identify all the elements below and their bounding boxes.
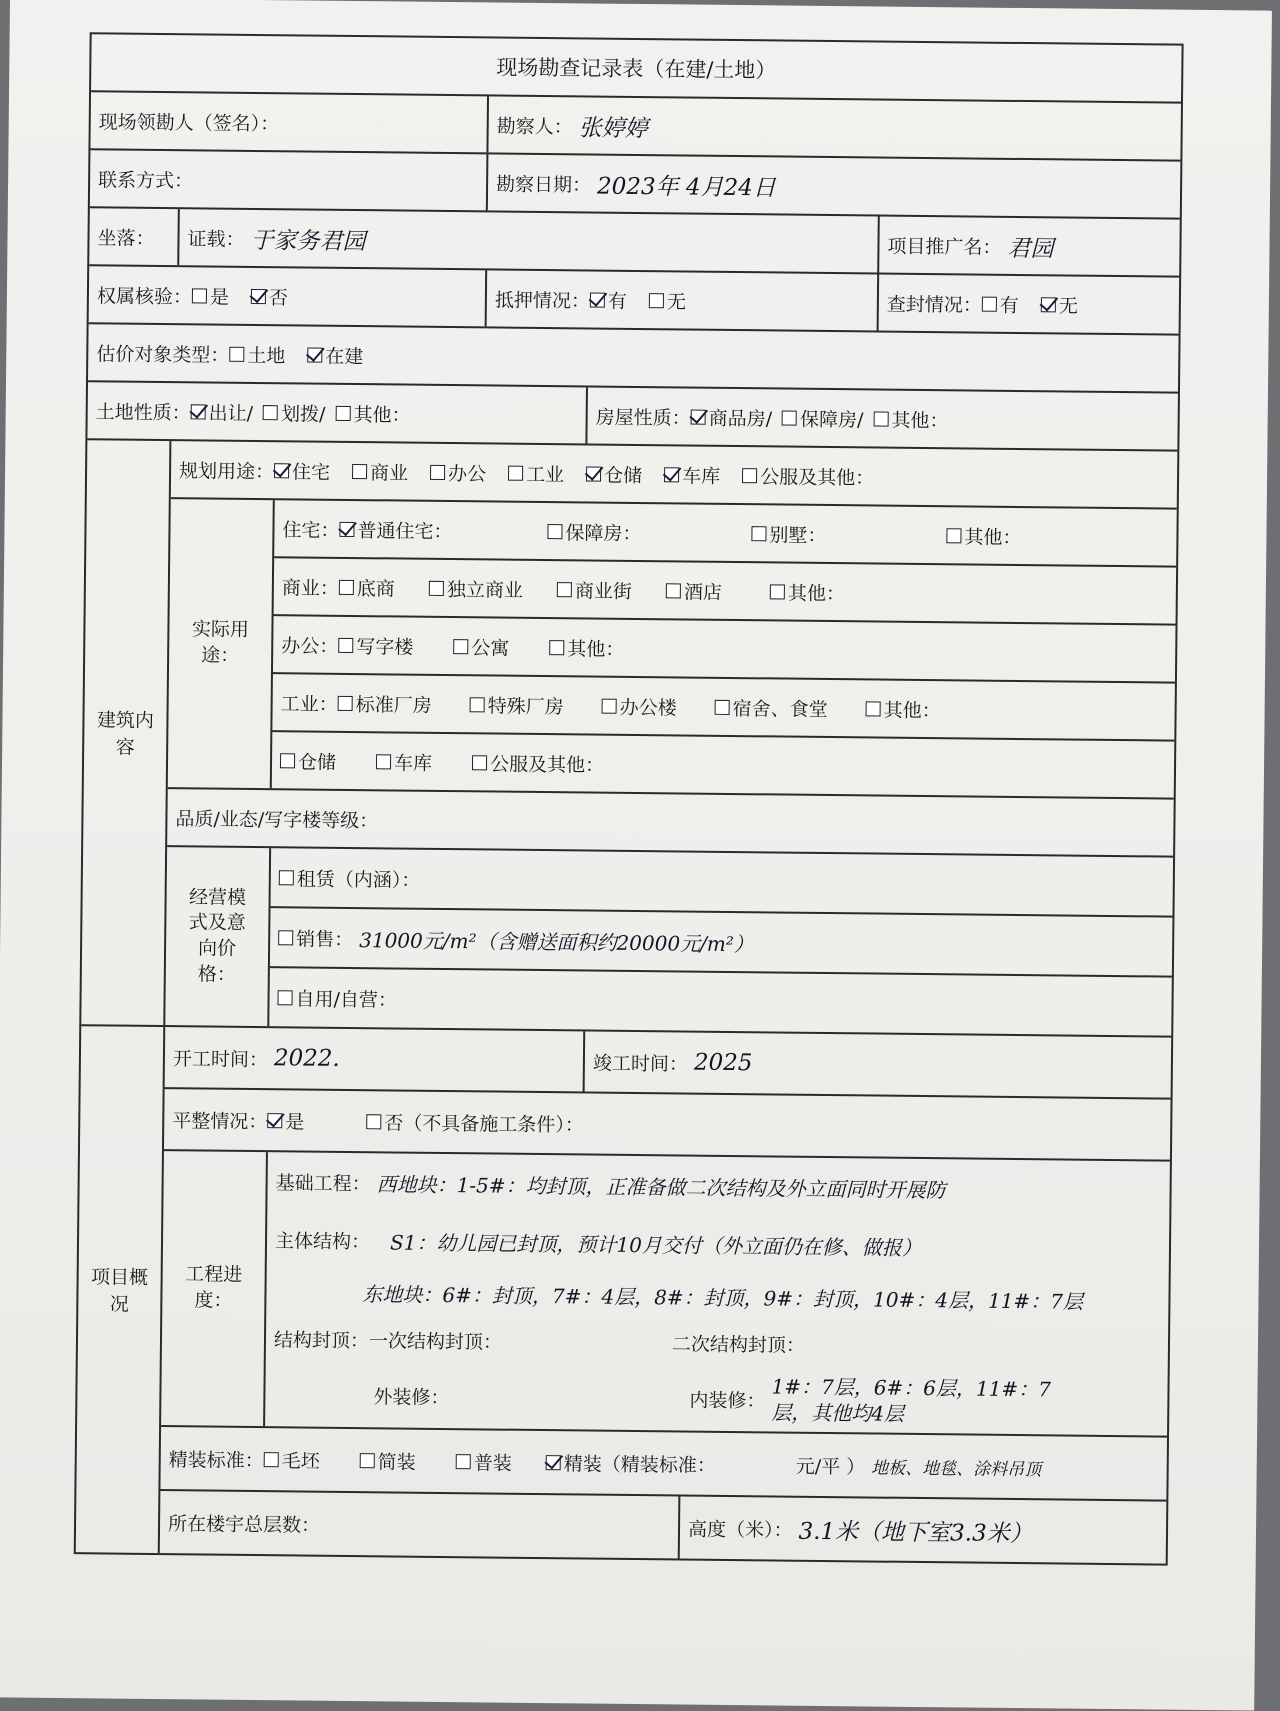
checkbox-icon[interactable] <box>338 695 353 710</box>
checkbox-icon[interactable] <box>456 1454 471 1469</box>
mortgage-no-option[interactable]: 无 <box>649 287 686 314</box>
industrial-other-option[interactable]: 其他： <box>866 695 941 723</box>
leveling-yes-option[interactable]: 是 <box>267 1107 304 1134</box>
lead-surveyor-cell <box>90 92 489 152</box>
first-topping-label: 一次结构封顶： <box>368 1329 503 1354</box>
seizure-label: 查封情况： <box>886 293 982 317</box>
house-other-option[interactable]: 其他： <box>873 405 948 433</box>
office-other-option[interactable]: 其他： <box>549 634 624 662</box>
checkbox-icon[interactable] <box>335 405 350 420</box>
interior-label: 内装修： <box>689 1389 766 1412</box>
finish-cell <box>160 1427 1167 1500</box>
industrial-office-option[interactable]: 办公楼 <box>602 692 677 720</box>
office-row <box>273 616 1176 681</box>
commercial-hotel-option[interactable]: 酒店 <box>666 577 722 605</box>
main-structure-line <box>267 1210 1170 1277</box>
start-time-label: 开工时间： <box>172 1047 269 1071</box>
checked-checkbox-icon[interactable] <box>590 292 605 307</box>
industrial-special-option[interactable]: 特殊厂房 <box>470 691 564 719</box>
land-other-option[interactable]: 其他： <box>335 399 410 427</box>
complete-time-cell <box>585 1031 1172 1097</box>
commercial-standalone-option[interactable]: 独立商业 <box>429 574 523 602</box>
checkbox-icon[interactable] <box>229 346 244 361</box>
quality-cell <box>167 789 1174 856</box>
finish-label: 精装标准： <box>168 1448 264 1472</box>
finish-simple-option[interactable]: 简装 <box>360 1447 416 1475</box>
business-label: 经营模式及意向价格： <box>165 847 271 1026</box>
checkbox-icon[interactable] <box>472 755 487 770</box>
office-building-option[interactable]: 写字楼 <box>338 631 413 659</box>
office-label: 办公： <box>281 634 339 658</box>
checked-checkbox-icon[interactable] <box>251 288 266 303</box>
date-cell <box>488 154 1181 217</box>
surveyor-label: 勘察人： <box>496 114 573 138</box>
ownership-yes-option[interactable]: 是 <box>192 282 229 309</box>
land-allocation-option[interactable]: 划拨/ <box>263 399 326 427</box>
residential-row <box>274 500 1177 565</box>
planned-office-option[interactable]: 办公 <box>430 458 486 486</box>
cert-value: 于家务君园 <box>250 227 366 255</box>
height-value: 3.1米（地下室3.3米） <box>798 1518 1033 1547</box>
checkbox-icon[interactable] <box>263 405 278 420</box>
checkbox-icon[interactable] <box>278 930 293 945</box>
location-label: 坐落： <box>97 226 155 250</box>
checkbox-icon[interactable] <box>429 580 444 595</box>
office-apartment-option[interactable]: 公寓 <box>453 633 509 661</box>
checkbox-icon[interactable] <box>278 990 293 1005</box>
actual-use-label: 实际用途： <box>168 499 275 788</box>
survey-form <box>74 32 1184 1565</box>
actual-storage-option[interactable]: 仓储 <box>280 747 336 775</box>
seizure-yes-option[interactable]: 有 <box>982 290 1019 317</box>
planned-other-option[interactable]: 公服及其他： <box>742 462 874 490</box>
checkbox-icon[interactable] <box>279 870 294 885</box>
checked-checkbox-icon[interactable] <box>1041 297 1056 312</box>
ownership-cell <box>89 266 488 326</box>
residential-other-option[interactable]: 其他： <box>946 522 1021 550</box>
checkbox-icon[interactable] <box>751 526 766 541</box>
land-transfer-option[interactable]: 出让/ <box>191 398 254 426</box>
leveling-no-option[interactable]: 否（不具备施工条件）： <box>366 1108 584 1137</box>
building-section-label: 建筑内容 <box>81 440 171 1025</box>
house-commercial-option[interactable]: 商品房/ <box>691 403 773 431</box>
checked-checkbox-icon[interactable] <box>307 347 322 362</box>
checkbox-icon[interactable] <box>946 528 961 543</box>
planned-storage-option[interactable]: 仓储 <box>586 460 642 488</box>
house-affordable-option[interactable]: 保障房/ <box>782 404 864 432</box>
sale-option[interactable]: 销售： <box>278 924 353 952</box>
complete-time-label: 竣工时间： <box>592 1052 689 1076</box>
topping-label: 结构封顶： <box>273 1328 370 1352</box>
start-time-cell <box>165 1027 586 1091</box>
industrial-dorm-option[interactable]: 宿舍、食堂 <box>715 693 828 721</box>
commercial-row <box>274 558 1177 623</box>
ownership-no-option[interactable]: 否 <box>251 282 288 309</box>
floors-cell <box>160 1491 681 1558</box>
actual-other-option[interactable]: 公服及其他： <box>472 749 604 777</box>
commercial-street-option[interactable]: 商业街 <box>557 576 632 604</box>
selfuse-row <box>269 968 1172 1035</box>
checked-checkbox-icon[interactable] <box>586 466 601 481</box>
lease-row <box>271 848 1174 915</box>
checkbox-icon[interactable] <box>430 464 445 479</box>
checkbox-icon[interactable] <box>366 1114 381 1129</box>
checkbox-icon[interactable] <box>873 411 888 426</box>
cert-label: 证载： <box>187 227 245 251</box>
start-time-value: 2022. <box>273 1045 340 1072</box>
planned-garage-option[interactable]: 车库 <box>664 461 720 489</box>
land-nature-label: 土地性质： <box>95 400 191 424</box>
mortgage-yes-option[interactable]: 有 <box>590 286 627 313</box>
sale-value: 31000元/m²（含赠送面积约20000元/m²） <box>359 927 754 956</box>
contact-cell <box>90 150 489 210</box>
ownership-label: 权属核验： <box>96 284 193 308</box>
foundation-label: 基础工程： <box>275 1171 371 1195</box>
checkbox-icon[interactable] <box>649 293 664 308</box>
house-nature-label: 房屋性质： <box>595 406 691 430</box>
checked-checkbox-icon[interactable] <box>274 463 289 478</box>
house-nature-cell <box>587 387 1178 449</box>
selfuse-option[interactable]: 自用/自营： <box>277 984 397 1012</box>
cert-cell <box>179 209 880 272</box>
commercial-shop-option[interactable]: 底商 <box>339 573 395 601</box>
foundation-line <box>267 1152 1170 1219</box>
second-topping-label: 二次结构封顶： <box>671 1332 806 1357</box>
object-type-land-option[interactable]: 土地 <box>229 340 285 368</box>
checked-checkbox-icon[interactable] <box>339 521 354 536</box>
checked-checkbox-icon[interactable] <box>191 404 206 419</box>
main-structure-label: 主体结构： <box>274 1229 371 1253</box>
checked-checkbox-icon[interactable] <box>546 1455 561 1470</box>
finish-normal-option[interactable]: 普装 <box>456 1448 512 1476</box>
sale-row <box>270 908 1173 975</box>
planned-commercial-option[interactable]: 商业 <box>352 458 408 486</box>
checkbox-icon[interactable] <box>338 637 353 652</box>
commercial-label: 商业： <box>281 576 339 600</box>
checked-checkbox-icon[interactable] <box>664 467 679 482</box>
commercial-other-option[interactable]: 其他： <box>770 578 845 606</box>
object-type-cell <box>88 324 1179 391</box>
building-section <box>81 440 1177 1037</box>
checkbox-icon[interactable] <box>360 1453 375 1468</box>
checkbox-icon[interactable] <box>742 468 757 483</box>
progress-label: 工程进度： <box>161 1151 268 1426</box>
checkbox-icon[interactable] <box>508 465 523 480</box>
actual-garage-option[interactable]: 车库 <box>376 748 432 776</box>
checked-checkbox-icon[interactable] <box>691 409 706 424</box>
promo-name-label: 项目推广名： <box>887 235 1002 259</box>
height-label: 高度（米）： <box>687 1518 793 1542</box>
mortgage-cell <box>487 270 880 330</box>
checked-checkbox-icon[interactable] <box>267 1113 282 1128</box>
leveling-label: 平整情况： <box>172 1109 268 1133</box>
project-section-label: 项目概况 <box>76 1026 166 1553</box>
height-cell <box>680 1496 1167 1563</box>
planned-residential-option[interactable]: 住宅 <box>274 457 330 485</box>
leveling-cell <box>164 1089 1171 1160</box>
checkbox-icon[interactable] <box>470 697 485 712</box>
foundation-value: 西地块：1-5#：均封顶，正准备做二次结构及外立面同时开展防 <box>376 1171 946 1202</box>
checkbox-icon[interactable] <box>192 288 207 303</box>
planned-use-label: 规划用途： <box>178 459 275 483</box>
location-cell <box>89 208 180 265</box>
checkbox-icon[interactable] <box>782 410 797 425</box>
checkbox-icon[interactable] <box>770 584 785 599</box>
main-structure-value: S1：幼儿园已封顶，预计10月交付（外立面仍在修、做报） <box>389 1229 923 1260</box>
checkbox-icon[interactable] <box>280 753 295 768</box>
other-use-row <box>272 732 1175 797</box>
seizure-cell <box>879 275 1180 334</box>
form-title: 现场勘查记录表（在建/土地） <box>496 55 777 83</box>
industrial-standard-option[interactable]: 标准厂房 <box>338 689 432 717</box>
checkbox-icon[interactable] <box>666 583 681 598</box>
date-label: 勘察日期： <box>495 172 592 196</box>
land-nature-cell <box>87 382 588 443</box>
residential-label: 住宅： <box>282 518 340 542</box>
decoration-line <box>265 1362 1168 1435</box>
surveyor-cell <box>488 96 1181 159</box>
residential-ordinary-option[interactable]: 普通住宅： <box>339 515 452 543</box>
checkbox-icon[interactable] <box>982 296 997 311</box>
checkbox-icon[interactable] <box>549 640 564 655</box>
residential-affordable-option[interactable]: 保障房： <box>547 518 641 546</box>
industrial-label: 工业： <box>280 692 338 716</box>
quality-label: 品质/业态/写字楼等级： <box>175 807 379 832</box>
east-plot-value: 东地块：6#：封顶，7#：4层，8#：封顶，9#：封顶，10#：4层，11#：7层 <box>362 1281 1084 1314</box>
checkbox-icon[interactable] <box>715 699 730 714</box>
lease-option[interactable]: 租赁（内涵）： <box>279 864 421 892</box>
checkbox-icon[interactable] <box>866 701 881 716</box>
finish-note: 地板、地毯、涂料吊顶 <box>871 1457 1042 1480</box>
checkbox-icon[interactable] <box>264 1452 279 1467</box>
project-section <box>76 1026 1171 1563</box>
checkbox-icon[interactable] <box>352 464 367 479</box>
mortgage-label: 抵押情况： <box>494 288 591 312</box>
checkbox-icon[interactable] <box>557 582 572 597</box>
object-type-construction-option[interactable]: 在建 <box>307 341 363 369</box>
finish-fine-option[interactable]: 精装（精装标准： <box>546 1449 716 1478</box>
exterior-label: 外装修： <box>373 1385 450 1409</box>
industrial-row <box>272 674 1175 739</box>
date-value: 2023年 4月24日 <box>596 173 776 201</box>
checkbox-icon[interactable] <box>547 524 562 539</box>
checkbox-icon[interactable] <box>376 754 391 769</box>
seizure-no-option[interactable]: 无 <box>1041 291 1078 318</box>
planned-industrial-option[interactable]: 工业 <box>508 459 564 487</box>
finish-rough-option[interactable]: 毛坯 <box>264 1446 320 1474</box>
checkbox-icon[interactable] <box>339 579 354 594</box>
interior-value: 1#：7层，6#：6层，11#：7层，其他均4层 <box>771 1374 1052 1426</box>
floors-label: 所在楼宇总层数： <box>167 1512 321 1537</box>
residential-villa-option[interactable]: 别墅： <box>751 520 826 548</box>
contact-label: 联系方式： <box>98 168 194 192</box>
complete-time-value: 2025 <box>693 1049 753 1077</box>
promo-name-cell <box>879 217 1180 276</box>
object-type-label: 估价对象类型： <box>96 342 230 367</box>
lead-surveyor-label: 现场领勘人（签名）： <box>98 110 280 135</box>
finish-unit: 元/平 ） <box>795 1455 866 1478</box>
checkbox-icon[interactable] <box>602 698 617 713</box>
surveyor-signature: 张婷婷 <box>578 114 648 142</box>
planned-use-cell <box>171 441 1178 508</box>
promo-name-value: 君园 <box>1007 235 1054 262</box>
checkbox-icon[interactable] <box>453 639 468 654</box>
